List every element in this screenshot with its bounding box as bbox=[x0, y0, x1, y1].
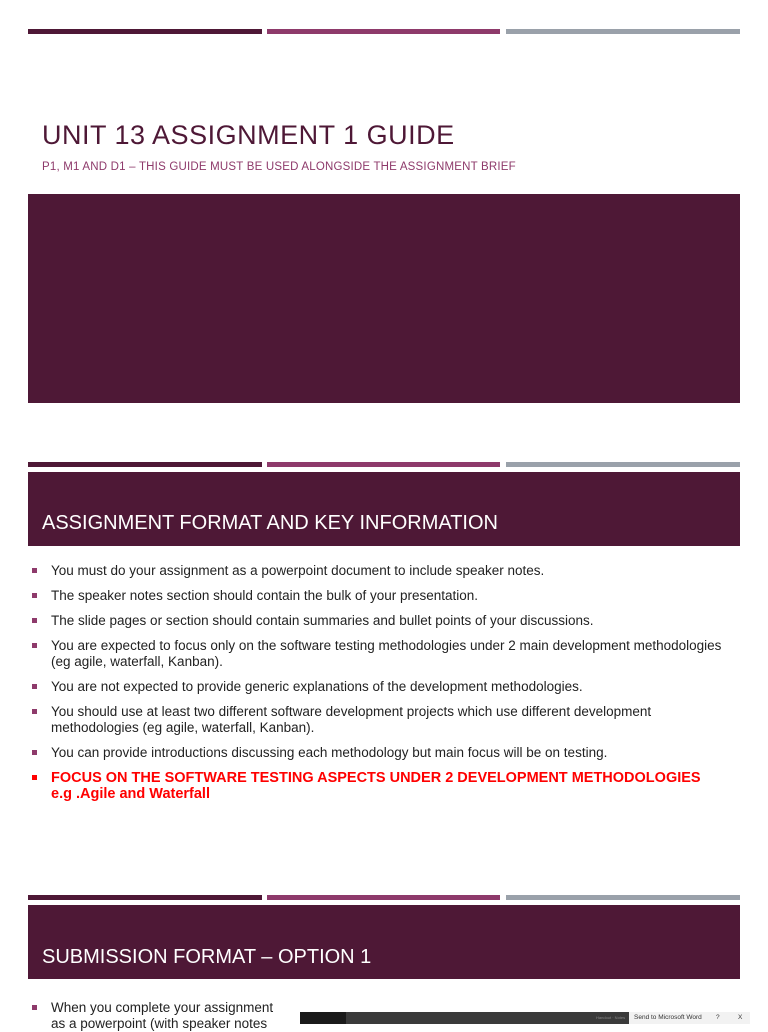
list-item: The slide pages or section should contain summaries and bullet points of your discussions. bbox=[32, 613, 722, 629]
stripe-grey bbox=[506, 895, 740, 900]
decorative-stripes bbox=[28, 462, 740, 467]
stripe-mid bbox=[267, 895, 500, 900]
slide-subtitle: P1, M1 AND D1 – THIS GUIDE MUST BE USED ALONGSIDE THE ASSIGNMENT BRIEF bbox=[42, 161, 516, 173]
bullet-icon bbox=[32, 709, 37, 714]
list-item: You are not expected to provide generic explanations of the development methodologies. bbox=[32, 679, 722, 695]
section-title: ASSIGNMENT FORMAT AND KEY INFORMATION bbox=[42, 512, 498, 534]
send-to-word-label: Send to Microsoft Word bbox=[634, 1014, 702, 1021]
stripe-dark bbox=[28, 29, 262, 34]
stripe-mid bbox=[267, 462, 500, 467]
section-header bbox=[28, 905, 740, 979]
decorative-stripes bbox=[28, 29, 740, 34]
list-item: The speaker notes section should contain the bulk of your presentation. bbox=[32, 588, 722, 604]
list-item: You can provide introductions discussing each methodology but main focus will be on testing. bbox=[32, 745, 722, 761]
bullet-list bbox=[32, 563, 722, 811]
list-item: You must do your assignment as a powerpoint document to include speaker notes. bbox=[32, 563, 722, 579]
list-item: You are expected to focus only on the software testing methodologies under 2 main development methodologies (eg agile, waterfall, Kanban). bbox=[32, 638, 722, 670]
help-icon: ? bbox=[716, 1014, 720, 1021]
section-header bbox=[28, 472, 740, 546]
stripe-grey bbox=[506, 462, 740, 467]
highlight-item: FOCUS ON THE SOFTWARE TESTING ASPECTS UNDER 2 DEVELOPMENT METHODOLOGIES e.g .Agile and Waterfall bbox=[32, 770, 722, 802]
bullet-icon bbox=[32, 593, 37, 598]
bullet-icon bbox=[32, 643, 37, 648]
close-icon: X bbox=[738, 1014, 743, 1021]
stripe-dark bbox=[28, 462, 262, 467]
title-banner bbox=[28, 194, 740, 403]
stripe-dark bbox=[28, 895, 262, 900]
stripe-grey bbox=[506, 29, 740, 34]
bullet-icon bbox=[32, 618, 37, 623]
embedded-screenshot bbox=[300, 1012, 750, 1024]
bullet-icon bbox=[32, 568, 37, 573]
bullet-icon bbox=[32, 1005, 37, 1010]
list-item: You should use at least two different software development projects which use different development methodologies (eg agile, waterfall, Kanban). bbox=[32, 704, 722, 736]
slide-title: UNIT 13 ASSIGNMENT 1 GUIDE bbox=[42, 120, 455, 150]
bullet-icon bbox=[32, 684, 37, 689]
bullet-icon bbox=[32, 775, 37, 780]
section-title: SUBMISSION FORMAT – OPTION 1 bbox=[42, 946, 372, 968]
list-item: When you complete your assignment as a powerpoint (with speaker notes bbox=[32, 1000, 282, 1032]
stripe-mid bbox=[267, 29, 500, 34]
bullet-icon bbox=[32, 750, 37, 755]
screenshot-tabs: Handout · Notes bbox=[596, 1015, 626, 1020]
decorative-stripes bbox=[28, 895, 740, 900]
bullet-list bbox=[32, 1000, 282, 1032]
